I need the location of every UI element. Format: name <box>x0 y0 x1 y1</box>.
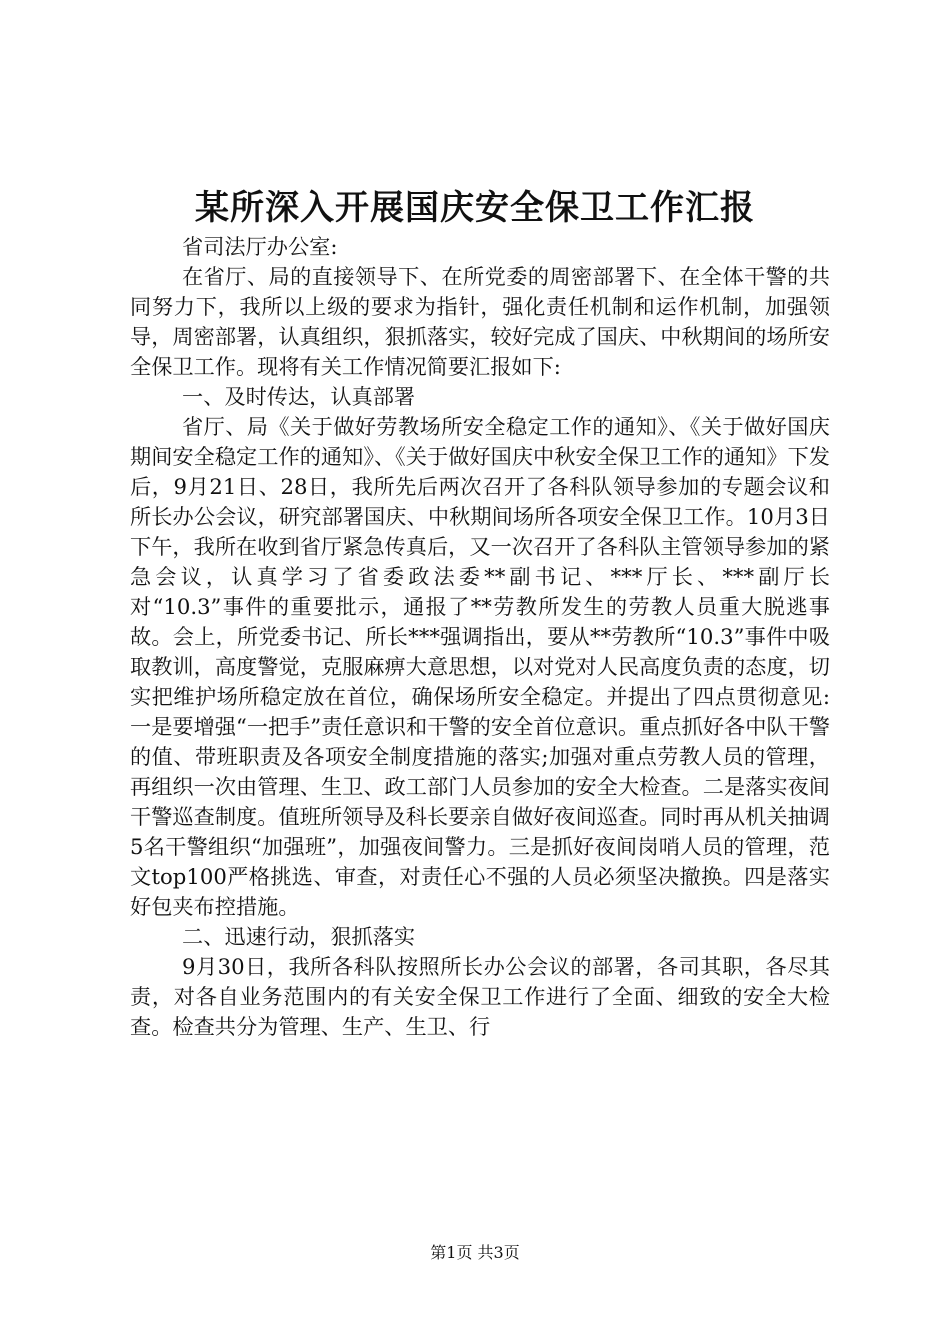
paragraph-section-1: 省厅、局《关于做好劳教场所安全稳定工作的通知》、《关于做好国庆期间安全稳定工作的通知》、《关于做好国庆中秋安全保卫工作的通知》下发后，9月21日、28日，我所先后两次召开了各科队领导参加的专题会议和所长办公会议，研究部署国庆、中秋期间场所各项安全保卫工作。10月3日下午，我所在收到省厅紧急传真后，又一次召开了各科队主管领导参加的紧急会议，认真学习了省委政法委**副书记、***厅长、***副厅长对“10.3”事件的重要批示，通报了**劳教所发生的劳教人员重大脱逃事故。会上，所党委书记、所长***强调指出，要从**劳教所“10.3”事件中吸取教训，高度警觉，克服麻痹大意思想，以对党对人民高度负责的态度，切实把维护场所稳定放在首位，确保场所安全稳定。并提出了四点贯彻意见:一是要增强“一把手”责任意识和干警的安全首位意识。重点抓好各中队干警的值、带班职责及各项安全制度措施的落实;加强对重点劳教人员的管理，再组织一次由管理、生卫、政工部门人员参加的安全大检查。二是落实夜间干警巡查制度。值班所领导及科长要亲自做好夜间巡查。同时再从机关抽调5名干警组织“加强班”，加强夜间警力。三是抓好夜间岗哨人员的管理，范文top100严格挑选、审查，对责任心不强的人员必须坚决撤换。四是落实好包夹布控措施。 <box>130 414 830 919</box>
document-title: 某所深入开展国庆安全保卫工作汇报 <box>195 188 755 228</box>
salutation: 省司法厅办公室: <box>182 234 338 259</box>
section-heading-1: 一、及时传达，认真部署 <box>182 384 416 409</box>
page-footer: 第1页 共3页 <box>430 1243 520 1262</box>
paragraph-intro: 在省厅、局的直接领导下、在所党委的周密部署下、在全体干警的共同努力下，我所以上级的要求为指针，强化责任机制和运作机制，加强领导，周密部署，认真组织，狠抓落实，较好完成了国庆、中秋期间的场所安全保卫工作。现将有关工作情况简要汇报如下: <box>130 264 830 379</box>
section-heading-2: 二、迅速行动，狠抓落实 <box>182 924 416 949</box>
document-body <box>130 232 830 1042</box>
paragraph-section-2: 9月30日，我所各科队按照所长办公会议的部署，各司其职，各尽其责，对各自业务范围内的有关安全保卫工作进行了全面、细致的安全大检查。检查共分为管理、生产、生卫、行 <box>130 954 830 1039</box>
